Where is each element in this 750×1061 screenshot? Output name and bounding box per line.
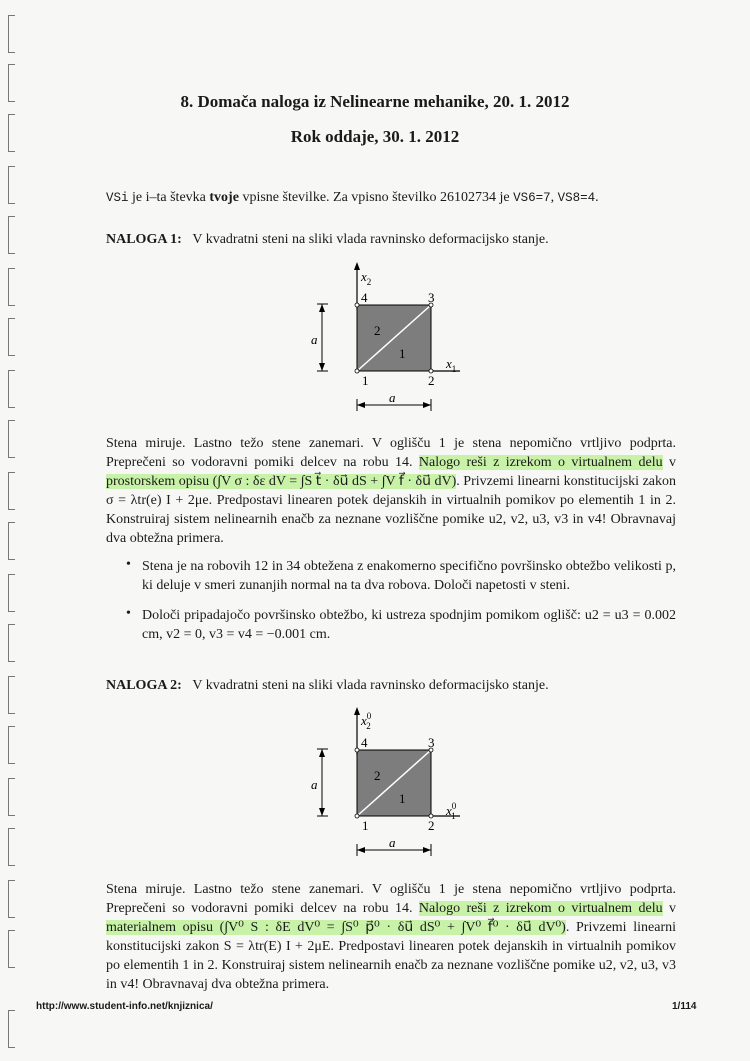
highlight-virtual-work: Nalogo reši z izrekom o virtualnem delu bbox=[418, 901, 663, 916]
binder-mark bbox=[8, 370, 15, 408]
naloga2-heading: NALOGA 2: V kvadratni steni na sliki vlada ravninsko deformacijsko stanje. bbox=[106, 678, 549, 693]
binder-mark bbox=[8, 574, 15, 612]
binder-mark bbox=[8, 624, 15, 662]
binder-mark bbox=[8, 216, 15, 254]
naloga1-paragraph: Stena miruje. Lastno težo stene zanemari. V oglišču 1 je stena nepomično vrtljivo podprta. Preprečeni so vodoravni pomiki delcev na robu 14. Nalogo reši z izrekom o virtualnem delu v prostorskem opisu (∫V σ : δε dV = ∫S t⃗ · δu⃗ dS + ∫V f⃗ · δu⃗ dV). Privzemi linearni konstitucijski zakon σ = λtr(e) I + 2μe. Predpostavi linearen potek dejanskih in virtualnih pomikov po elementih 1 in 2. Konstruiraj sistem nelinearnih enačb za neznane vozliščne pomike u2, v2, u3, v3 in v4! Obravnavaj dva obtežna primera. bbox=[106, 436, 676, 546]
bullet-dot: • bbox=[126, 557, 131, 572]
node-4-label: 4 bbox=[361, 735, 368, 750]
node-4-dot bbox=[355, 303, 359, 307]
binder-mark bbox=[8, 930, 15, 968]
dim-v-arrow-bottom bbox=[319, 808, 325, 816]
binder-mark bbox=[8, 1010, 15, 1048]
dim-h-label: a bbox=[389, 835, 396, 850]
node-4-label: 4 bbox=[361, 290, 368, 305]
node-3-label: 3 bbox=[428, 735, 435, 750]
bullet-item-2: Določi pripadajočo površinsko obtežbo, ki ustreza spodnjim pomikom oglišč: u2 = u3 = 0.002 cm, v2 = 0, v3 = v4 = −0.001 cm. bbox=[142, 608, 676, 642]
binder-mark bbox=[8, 268, 15, 306]
axis-x1-label: $x_1$ bbox=[446, 356, 457, 374]
binder-mark bbox=[8, 676, 15, 714]
highlight-spatial-description: prostorskem opisu (∫V σ : δε dV = ∫S t⃗ · δu⃗ dS + ∫V f⃗ · δu⃗ dV) bbox=[106, 474, 457, 489]
axis-x1-label: $x^0$ 1 bbox=[446, 801, 457, 821]
element-2-label: 2 bbox=[374, 323, 381, 338]
dim-v-label: a bbox=[311, 777, 318, 792]
axis-x2-arrow bbox=[354, 262, 360, 270]
dim-v-arrow-top bbox=[319, 304, 325, 312]
dim-h-label: a bbox=[389, 390, 396, 405]
node-1-label: 1 bbox=[362, 373, 369, 388]
figure-1 bbox=[300, 258, 460, 418]
page-title: 8. Domača naloga iz Nelinearne mehanike, 20. 1. 2012 bbox=[180, 92, 570, 111]
dim-v-arrow-top bbox=[319, 749, 325, 757]
binder-mark bbox=[8, 522, 15, 560]
binder-mark bbox=[8, 472, 15, 510]
node-4-dot bbox=[355, 748, 359, 752]
dim-h-arrow-right bbox=[423, 402, 431, 408]
node-2-label: 2 bbox=[428, 373, 435, 388]
footer-page-number: 1/114 bbox=[672, 1001, 697, 1012]
naloga1-label: NALOGA 1: bbox=[106, 232, 182, 247]
node-1-dot bbox=[355, 814, 359, 818]
dim-h-arrow-left bbox=[357, 847, 365, 853]
binder-mark bbox=[8, 166, 15, 204]
dim-h-arrow-left bbox=[357, 402, 365, 408]
axis-x2-label: $x^0$ 2 bbox=[361, 711, 372, 731]
footer-url[interactable]: http://www.student-info.net/knjiznica/ bbox=[36, 1001, 213, 1012]
axis-x2-arrow bbox=[354, 707, 360, 715]
node-3-label: 3 bbox=[428, 290, 435, 305]
naloga2-paragraph: Stena miruje. Lastno težo stene zanemari. V oglišču 1 je stena nepomično vrtljivo podprta. Preprečeni so vodoravni pomiki delcev na robu 14. Nalogo reši z izrekom o virtualnem delu v materialnem opisu (∫V⁰ S : δE dV⁰ = ∫S⁰ p⃗⁰ · δu⃗ dS⁰ + ∫V⁰ f⃗⁰ · δu⃗ dV⁰). Privzemi linearni konstitucijski zakon S = λtr(E) I + 2μE. Predpostavi linearen potek dejanskih in virtualnih pomikov po elementih 1 in 2. Konstruiraj sistem nelinearnih enačb za neznane vozliščne pomike u2, v2, u3, v3 in v4! Obravnavaj dva obtežna primera. bbox=[106, 882, 676, 992]
dim-h-arrow-right bbox=[423, 847, 431, 853]
binder-mark bbox=[8, 880, 15, 918]
naloga1-heading: NALOGA 1: V kvadratni steni na sliki vlada ravninsko deformacijsko stanje. bbox=[106, 232, 549, 247]
highlight-virtual-work: Nalogo reši z izrekom o virtualnem delu bbox=[418, 455, 663, 470]
figure-2 bbox=[300, 703, 460, 863]
binder-mark bbox=[8, 778, 15, 816]
element-1-label: 1 bbox=[399, 346, 406, 361]
intro-code-vsi: VSi bbox=[106, 191, 129, 205]
axis-x2-label: $x_2$ bbox=[361, 269, 372, 287]
node-1-dot bbox=[355, 369, 359, 373]
dim-v-label: a bbox=[311, 332, 318, 347]
node-1-label: 1 bbox=[362, 818, 369, 833]
element-1-label: 1 bbox=[399, 791, 406, 806]
highlight-material-description: materialnem opisu (∫V⁰ S : δE dV⁰ = ∫S⁰ p⃗⁰ · δu⃗ dS⁰ + ∫V⁰ f⃗⁰ · δu⃗ dV⁰) bbox=[106, 920, 566, 935]
binder-mark bbox=[8, 318, 15, 356]
binder-mark bbox=[8, 726, 15, 764]
binder-mark bbox=[8, 420, 15, 458]
node-2-label: 2 bbox=[428, 818, 435, 833]
intro-line: VSi je i–ta števka tvoje vpisne številke. Za vpisno številko 26102734 je VS6=7, VS8=4. bbox=[106, 190, 599, 205]
page-subtitle: Rok oddaje, 30. 1. 2012 bbox=[290, 127, 460, 146]
binder-mark bbox=[8, 15, 15, 53]
bullet-dot: • bbox=[126, 606, 131, 621]
element-2-label: 2 bbox=[374, 768, 381, 783]
binder-mark bbox=[8, 828, 15, 866]
dim-v-arrow-bottom bbox=[319, 363, 325, 371]
naloga2-label: NALOGA 2: bbox=[106, 678, 182, 693]
bullet-item-1: Stena je na robovih 12 in 34 obtežena z enakomerno specifično površinsko obtežbo velikosti p, ki deluje v smeri zunanjih normal na ta dva robova. Določi napetosti v steni. bbox=[142, 559, 676, 593]
